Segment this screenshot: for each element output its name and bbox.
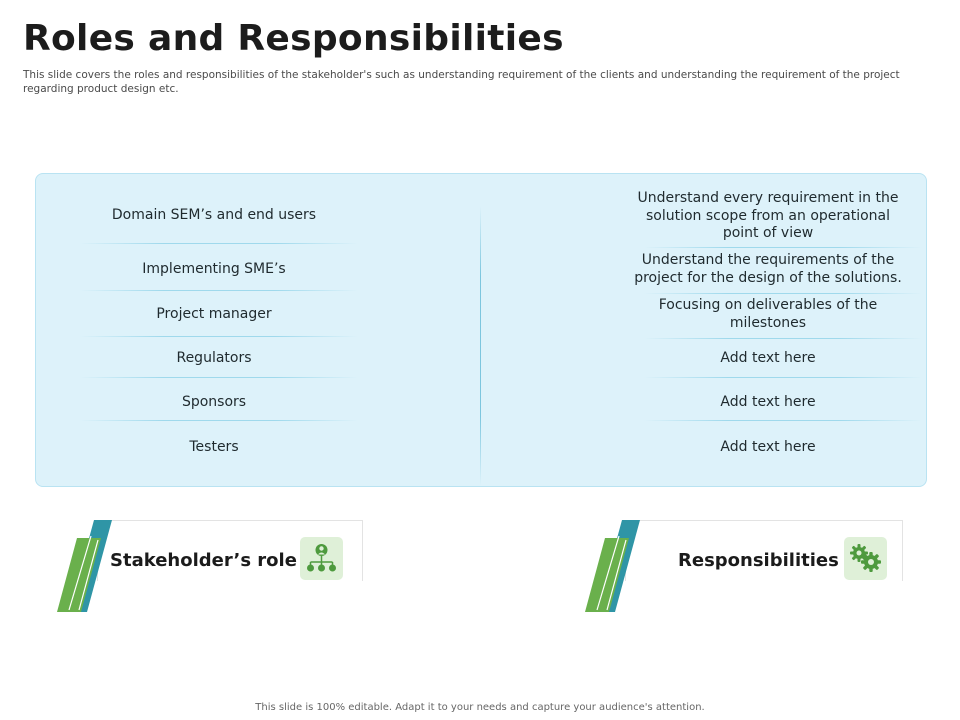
footer-note: This slide is 100% editable. Adapt it to your needs and capture your audience's attention.: [255, 702, 705, 713]
row-divider: [644, 377, 922, 378]
row-divider: [644, 420, 922, 421]
row-divider: [80, 243, 358, 244]
row-divider: [644, 247, 922, 248]
responsibility-item: Understand every requirement in the solution scope from an operational point of view: [637, 190, 899, 241]
stakeholders-role-label: Stakeholder’s role: [110, 550, 297, 571]
row-divider: [644, 338, 922, 339]
row-divider: [80, 290, 358, 291]
card-stripe-decoration: [585, 520, 645, 612]
responsibility-item: Add text here: [720, 350, 816, 366]
role-item: Sponsors: [181, 394, 247, 410]
stakeholders-role-card: [57, 520, 361, 612]
row-divider: [644, 293, 922, 294]
responsibility-item: Add text here: [720, 394, 816, 410]
page-subtitle: This slide covers the roles and responsibilities of the stakeholder's such as understanding requirement of the clients and understanding the requirement of the project regarding product design etc.: [23, 69, 900, 95]
gears-icon: [844, 537, 887, 580]
responsibility-item: Add text here: [720, 439, 816, 455]
responsibility-item: Focusing on deliverables of the milestones: [658, 297, 878, 331]
column-divider: [480, 206, 481, 486]
row-divider: [80, 336, 358, 337]
responsibilities-label: Responsibilities: [678, 550, 839, 571]
role-item: Regulators: [176, 350, 252, 366]
role-item: Domain SEM’s and end users: [111, 207, 317, 223]
row-divider: [80, 377, 358, 378]
role-item: Implementing SME’s: [142, 261, 286, 277]
role-item: Project manager: [156, 306, 272, 322]
role-item: Testers: [189, 439, 239, 455]
row-divider: [80, 420, 358, 421]
roles-responsibilities-panel: [35, 173, 927, 487]
card-stripe-decoration: [57, 520, 117, 612]
responsibility-item: Understand the requirements of the project for the design of the solutions.: [634, 252, 902, 286]
org-chart-icon: [300, 537, 343, 580]
page-title: Roles and Responsibilities: [23, 18, 564, 59]
responsibilities-card: [585, 520, 889, 612]
